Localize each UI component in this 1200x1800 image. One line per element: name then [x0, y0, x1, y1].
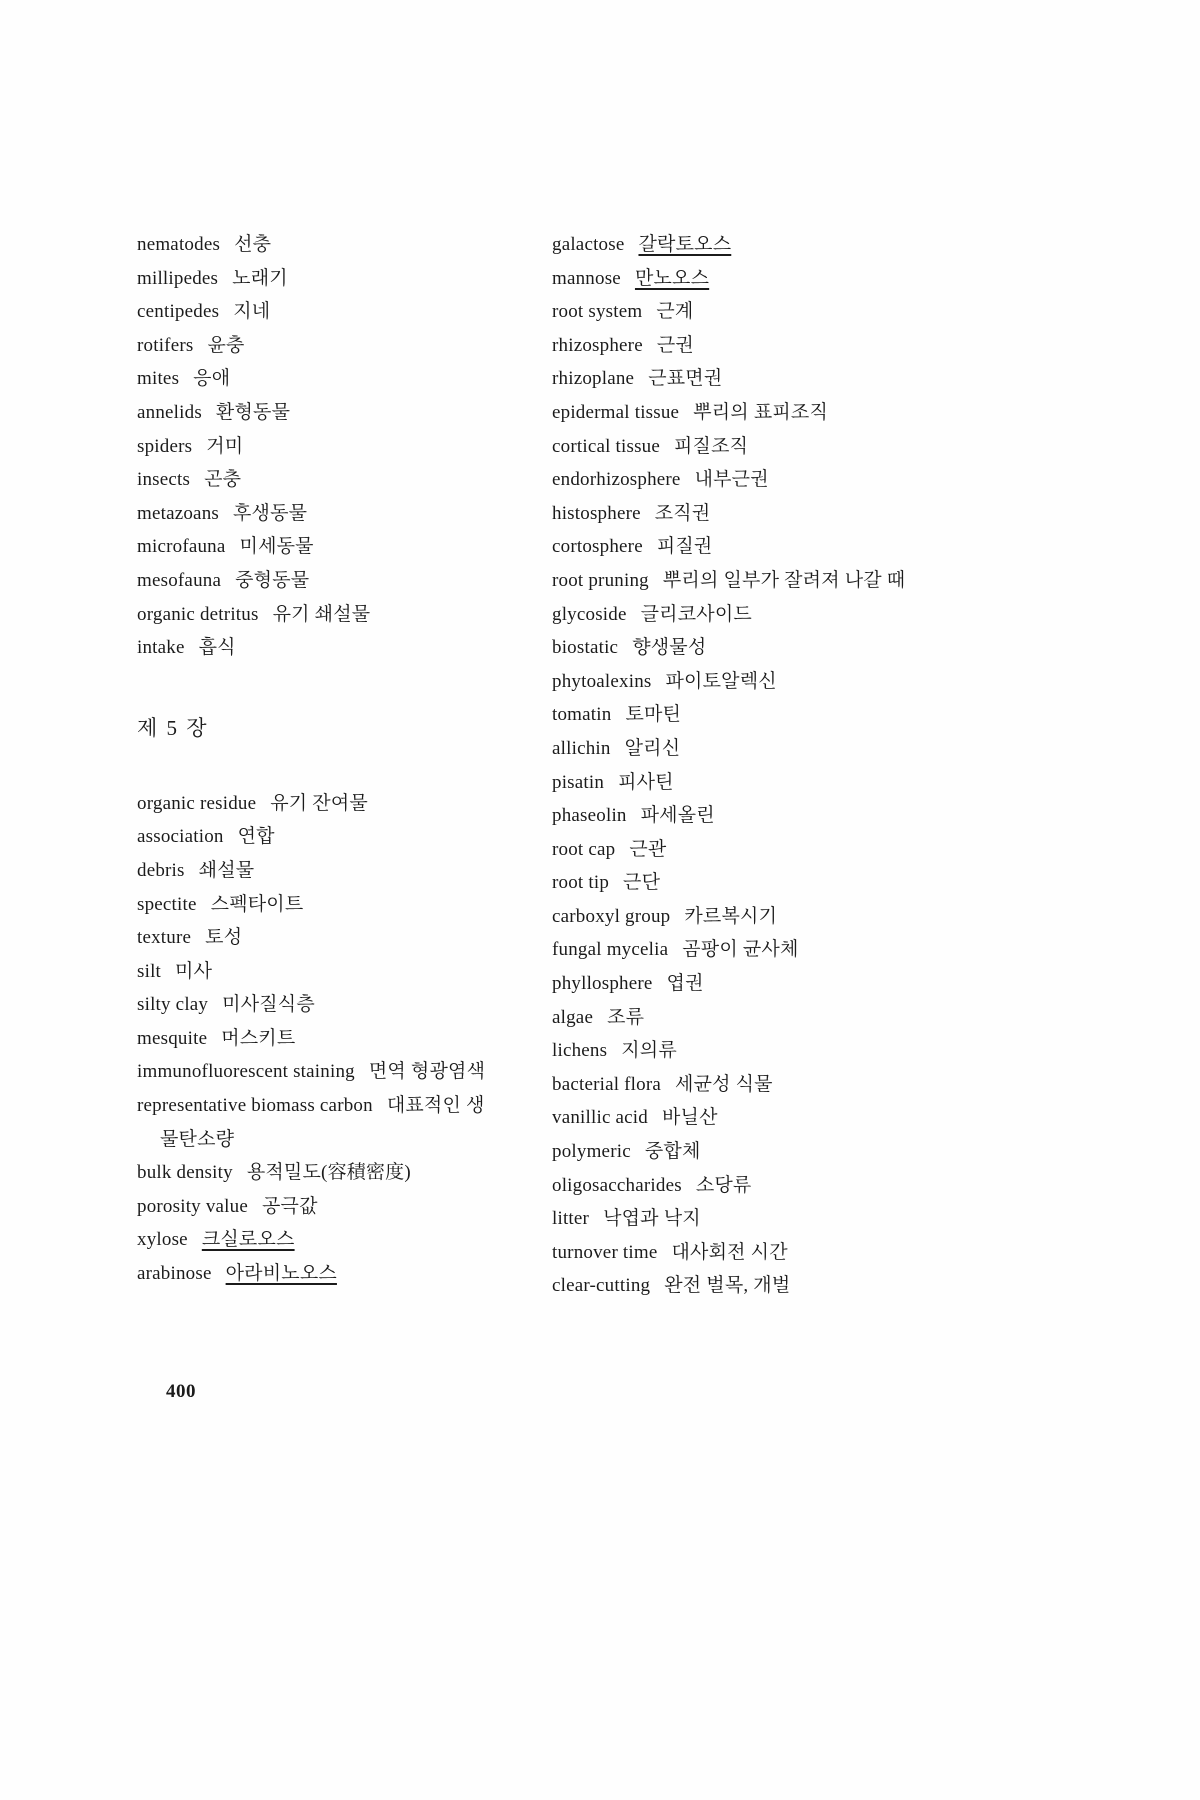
glossary-entry: [552, 598, 944, 632]
term-english: biostatic: [552, 637, 619, 659]
glossary-entry: [552, 1001, 944, 1035]
term-english: centipedes: [137, 301, 220, 323]
term-english: litter: [552, 1208, 590, 1230]
left-column: [137, 228, 499, 1291]
term-english: histosphere: [552, 502, 641, 524]
term-english: bacterial flora: [552, 1073, 662, 1095]
glossary-entry: [137, 329, 499, 363]
term-korean: 낙엽과 낙지: [603, 1208, 701, 1230]
glossary-entry: [552, 564, 944, 598]
glossary-entry: [552, 1202, 944, 1236]
glossary-entry: [552, 1269, 944, 1303]
term-korean: 윤충: [207, 334, 245, 356]
glossary-entry: [137, 921, 499, 955]
term-korean: 면역 형광염색: [368, 1061, 486, 1083]
term-english: root pruning: [552, 569, 649, 591]
glossary-entry: [552, 228, 944, 262]
glossary-entry: [552, 1169, 944, 1203]
term-english: fungal mycelia: [552, 939, 669, 961]
chapter-heading: 제 5 장: [137, 715, 209, 740]
term-korean: 지의류: [621, 1040, 677, 1062]
glossary-entry: [137, 1156, 499, 1190]
term-korean: 갈락토오스: [638, 234, 732, 255]
term-english: turnover time: [552, 1241, 658, 1263]
term-english: xylose: [137, 1229, 188, 1251]
glossary-entry: [137, 1223, 499, 1257]
term-english: allichin: [552, 737, 611, 759]
term-korean: 지네: [233, 301, 271, 323]
term-korean: 엽권: [666, 973, 704, 995]
glossary-entry: [552, 766, 944, 800]
term-english: mesquite: [137, 1027, 208, 1049]
term-english: algae: [552, 1006, 594, 1028]
term-english: rhizoplane: [552, 368, 635, 390]
term-english: pisatin: [552, 771, 605, 793]
term-english: mannose: [552, 267, 621, 289]
glossary-entry: [137, 955, 499, 989]
term-korean: 크실로오스: [201, 1229, 295, 1251]
term-english: millipedes: [137, 267, 219, 289]
glossary-entry: [137, 362, 499, 396]
term-korean: 조직권: [654, 502, 711, 524]
term-korean: 만노오스: [634, 267, 710, 289]
term-english: epidermal tissue: [552, 401, 680, 423]
glossary-entry: [552, 396, 944, 430]
glossary-entry: [552, 497, 944, 531]
term-english: arabinose: [137, 1263, 212, 1285]
term-english: silt: [137, 960, 162, 982]
term-korean: 미사: [175, 960, 213, 982]
term-english: texture: [137, 927, 192, 949]
term-english: rhizosphere: [552, 334, 643, 356]
term-korean: 중형동물: [235, 569, 310, 591]
glossary-list-left-bottom: [137, 787, 499, 1291]
glossary-entry: [552, 329, 944, 363]
term-english: carboxyl group: [552, 905, 671, 927]
glossary-entry: [137, 598, 499, 632]
glossary-entry: [552, 698, 944, 732]
glossary-entry: [552, 833, 944, 867]
term-korean: 토성: [205, 927, 243, 949]
term-english: galactose: [552, 234, 625, 255]
glossary-entry: [137, 631, 499, 665]
term-korean: 거미: [206, 435, 244, 457]
term-korean: 응애: [193, 368, 231, 390]
term-korean: 피질조직: [674, 435, 749, 457]
term-korean: 공극값: [261, 1195, 318, 1217]
term-korean: 대표적인 생물탄소량: [160, 1095, 485, 1150]
glossary-entry: [552, 866, 944, 900]
glossary-list-right: [552, 228, 944, 1303]
term-korean: 완전 벌목, 개벌: [664, 1275, 791, 1297]
term-english: silty clay: [137, 994, 209, 1016]
term-english: root cap: [552, 838, 616, 860]
term-english: phyllosphere: [552, 973, 653, 995]
glossary-entry: [137, 430, 499, 464]
glossary-entry: [137, 497, 499, 531]
glossary-entry: [552, 1135, 944, 1169]
glossary-entry: [137, 1055, 499, 1089]
term-english: debris: [137, 859, 185, 881]
term-korean: 근단: [623, 872, 661, 894]
term-english: intake: [137, 637, 185, 659]
term-korean: 아라비노오스: [225, 1263, 337, 1285]
glossary-entry: [137, 854, 499, 888]
term-korean: 곤충: [204, 469, 242, 491]
term-english: cortical tissue: [552, 435, 660, 457]
glossary-entry: [552, 430, 944, 464]
glossary-entry: [552, 262, 944, 296]
term-english: oligosaccharides: [552, 1174, 682, 1196]
glossary-entry: [137, 228, 499, 262]
glossary-entry: [137, 888, 499, 922]
term-english: tomatin: [552, 704, 612, 726]
right-column: [552, 228, 944, 1303]
glossary-entry: [552, 732, 944, 766]
term-korean: 노래기: [232, 267, 288, 289]
glossary-entry: [552, 463, 944, 497]
term-korean: 유기 쇄설물: [272, 603, 371, 625]
term-korean: 중합체: [644, 1141, 701, 1163]
term-english: cortosphere: [552, 536, 643, 558]
glossary-entry: [552, 631, 944, 665]
term-korean: 뿌리의 일부가 잘려져 나갈 때: [662, 569, 906, 591]
term-korean: 파이토알렉신: [665, 670, 777, 692]
term-english: bulk density: [137, 1162, 233, 1184]
glossary-entry: [137, 396, 499, 430]
term-korean: 글리코사이드: [640, 603, 752, 625]
glossary-entry: [137, 787, 499, 821]
term-korean: 세균성 식물: [675, 1073, 773, 1095]
term-english: polymeric: [552, 1141, 631, 1163]
term-korean: 근계: [656, 301, 694, 323]
term-korean: 내부근권: [694, 469, 769, 491]
term-korean: 근표면권: [648, 368, 723, 390]
term-korean: 쇄설물: [198, 859, 255, 881]
term-korean: 소당류: [695, 1174, 752, 1196]
term-korean: 토마틴: [625, 704, 682, 726]
term-english: representative biomass carbon: [137, 1095, 373, 1117]
term-korean: 연합: [237, 826, 275, 848]
term-english: root system: [552, 301, 643, 323]
term-korean: 피사틴: [618, 771, 674, 793]
term-english: metazoans: [137, 502, 219, 524]
term-english: phaseolin: [552, 805, 627, 827]
term-english: immunofluorescent staining: [137, 1061, 355, 1083]
glossary-entry: [552, 665, 944, 699]
glossary-entry: [137, 988, 499, 1022]
term-korean: 후생동물: [232, 502, 308, 524]
term-english: organic detritus: [137, 603, 259, 625]
term-english: glycoside: [552, 603, 627, 625]
glossary-entry: [137, 1190, 499, 1224]
glossary-entry: [552, 1236, 944, 1270]
term-english: insects: [137, 469, 191, 491]
term-english: nematodes: [137, 234, 221, 255]
term-korean: 근권: [656, 334, 694, 356]
term-korean: 용적밀도(容積密度): [246, 1162, 411, 1184]
term-korean: 조류: [607, 1006, 645, 1028]
term-english: spectite: [137, 893, 197, 915]
term-english: mites: [137, 368, 180, 390]
glossary-entry: [137, 463, 499, 497]
term-korean: 미세동물: [239, 536, 314, 558]
term-korean: 환형동물: [215, 401, 291, 423]
term-english: root tip: [552, 872, 610, 894]
term-english: mesofauna: [137, 569, 222, 591]
term-korean: 곰팡이 균사체: [682, 939, 799, 961]
glossary-entry: [552, 799, 944, 833]
term-english: microfauna: [137, 536, 226, 558]
glossary-entry: [552, 295, 944, 329]
term-korean: 알리신: [624, 737, 681, 759]
term-english: association: [137, 826, 224, 848]
glossary-entry: [137, 1022, 499, 1056]
glossary-entry: [552, 1101, 944, 1135]
term-korean: 대사회전 시간: [671, 1241, 788, 1263]
glossary-list-left-top: [137, 228, 499, 665]
term-korean: 흡식: [198, 637, 236, 659]
term-korean: 파세올린: [640, 805, 715, 827]
term-english: rotifers: [137, 334, 194, 356]
page-number: 400: [166, 1381, 196, 1402]
term-english: vanillic acid: [552, 1107, 648, 1129]
term-english: phytoalexins: [552, 670, 652, 692]
term-english: organic residue: [137, 792, 257, 814]
glossary-entry: [137, 564, 499, 598]
term-english: clear-cutting: [552, 1275, 651, 1297]
term-korean: 선충: [234, 234, 272, 255]
term-korean: 카르복시기: [684, 905, 778, 927]
glossary-entry: [552, 1034, 944, 1068]
term-english: endorhizosphere: [552, 469, 681, 491]
term-korean: 바닐산: [661, 1107, 718, 1129]
term-korean: 뿌리의 표피조직: [693, 401, 829, 423]
glossary-entry: [137, 1257, 499, 1291]
term-english: spiders: [137, 435, 193, 457]
glossary-entry: [552, 1068, 944, 1102]
term-korean: 스펙타이트: [210, 893, 304, 915]
glossary-entry: [552, 362, 944, 396]
glossary-entry: [137, 820, 499, 854]
term-korean: 향생물성: [632, 637, 707, 659]
term-english: annelids: [137, 401, 202, 423]
term-korean: 피질권: [656, 536, 713, 558]
term-korean: 머스키트: [221, 1027, 296, 1049]
glossary-entry: [137, 1089, 499, 1156]
term-korean: 근관: [629, 838, 667, 860]
glossary-entry: [552, 900, 944, 934]
glossary-entry: [137, 262, 499, 296]
glossary-entry: [552, 933, 944, 967]
glossary-entry: [552, 530, 944, 564]
term-korean: 유기 잔여물: [270, 792, 368, 814]
glossary-entry: [137, 295, 499, 329]
glossary-entry: [552, 967, 944, 1001]
term-korean: 미사질식층: [222, 994, 315, 1016]
term-english: porosity value: [137, 1195, 248, 1217]
glossary-entry: [137, 530, 499, 564]
term-english: lichens: [552, 1040, 608, 1062]
